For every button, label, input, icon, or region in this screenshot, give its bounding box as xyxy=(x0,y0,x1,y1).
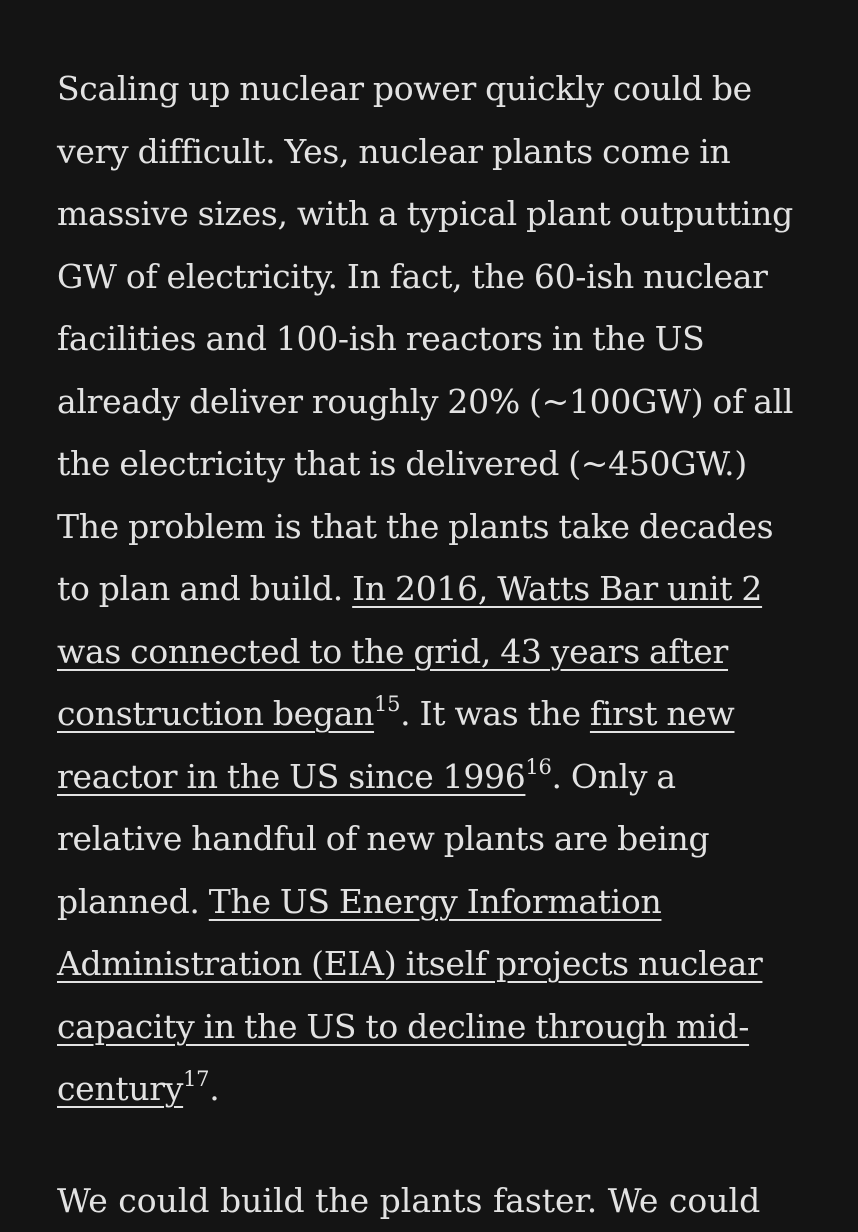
link-first-new-reactor[interactable]: first new reactor in the US since 1996 xyxy=(57,694,735,796)
paragraph-nuclear-scaling xyxy=(57,58,807,1121)
article-body xyxy=(57,58,807,1121)
link-eia-projection[interactable]: The US Energy Information Administration (EIA) itself projects nuclear capacity in the US to decline through mid-century xyxy=(57,881,763,1108)
paragraph-text: Scaling up nuclear power quickly could be very difficult. Yes, nuclear plants come in massive sizes, with a typical plant outputting GW of electricity. In fact, the 60-ish nuclear facilities and 100-ish reactors in the US already deliver roughly 20% (~100GW) of all the electricity that is delivered (~450GW.) The problem is that the plants take decades to plan and build. xyxy=(57,69,794,608)
footnote-ref-16[interactable]: 16 xyxy=(525,754,552,779)
link-watts-bar-unit-2[interactable]: In 2016, Watts Bar unit 2 was connected to the grid, 43 years after construction began xyxy=(57,569,763,733)
paragraph-text: . It was the xyxy=(400,694,590,733)
footnote-ref-17[interactable]: 17 xyxy=(183,1067,210,1091)
next-paragraph-cutoff: We could build the plants faster. We could xyxy=(57,1181,761,1220)
paragraph-text: . xyxy=(209,1069,220,1108)
footnote-ref-15[interactable]: 15 xyxy=(374,692,401,716)
paragraph-text: . Only a relative handful of new plants are being planned. xyxy=(57,756,710,921)
